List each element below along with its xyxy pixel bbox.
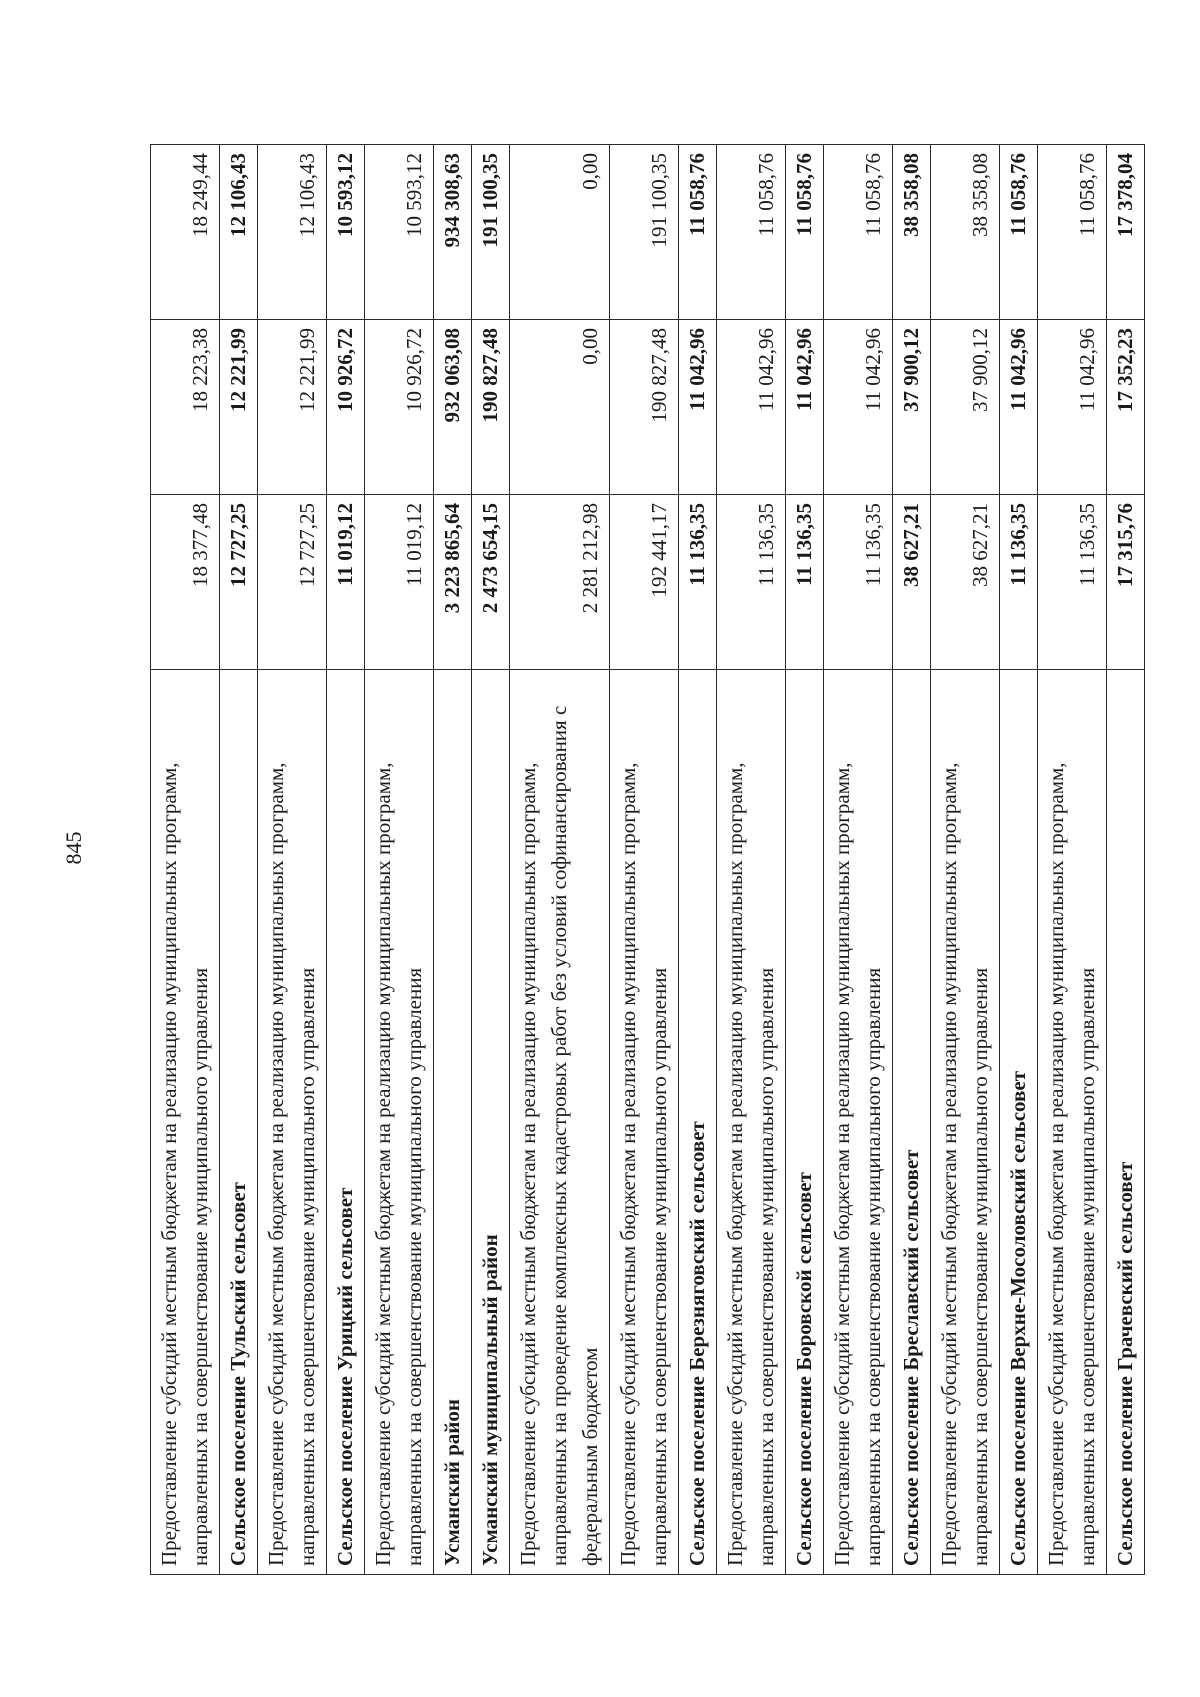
value-col3-cell: 17 378,04 [1107,145,1145,320]
value-col2-cell: 11 042,96 [717,320,786,495]
value-col1-cell: 17 315,76 [1107,495,1145,670]
row-name-cell: Сельское поселение Бреславский сельсовет [893,670,931,1575]
row-name-cell: Усманский муниципальный район [472,670,510,1575]
value-col1-cell: 3 223 865,64 [434,495,472,670]
row-name-cell: Предоставление субсидий местным бюджетам на реализацию муниципальных программ, направленных на совершенствование муниципального управления [717,670,786,1575]
table-row [717,145,786,1575]
value-col2-cell: 932 063,08 [434,320,472,495]
row-name-cell: Сельское поселение Боровской сельсовет [786,670,824,1575]
value-col2-cell: 10 926,72 [365,320,434,495]
value-col3-cell: 18 249,44 [151,145,220,320]
table-row [510,145,610,1575]
section-row [1000,145,1038,1575]
section-row [1107,145,1145,1575]
table-row [610,145,679,1575]
row-name-cell: Предоставление субсидий местным бюджетам на реализацию муниципальных программ, направленных на совершенствование муниципального управления [610,670,679,1575]
table-row [365,145,434,1575]
value-col2-cell: 11 042,96 [824,320,893,495]
value-col3-cell: 11 058,76 [1038,145,1107,320]
table-row [258,145,327,1575]
section-row [434,145,472,1575]
value-col1-cell: 11 136,35 [1000,495,1038,670]
value-col3-cell: 10 593,12 [365,145,434,320]
value-col3-cell: 11 058,76 [717,145,786,320]
value-col1-cell: 11 136,35 [1038,495,1107,670]
table-row [931,145,1000,1575]
row-name-cell: Предоставление субсидий местным бюджетам на реализацию муниципальных программ, направленных на совершенствование муниципального управления [365,670,434,1575]
section-row [786,145,824,1575]
value-col3-cell: 11 058,76 [786,145,824,320]
value-col1-cell: 2 473 654,15 [472,495,510,670]
section-row [893,145,931,1575]
value-col2-cell: 11 042,96 [679,320,717,495]
value-col1-cell: 11 019,12 [365,495,434,670]
row-name-cell: Сельское поселение Урицкий сельсовет [327,670,365,1575]
value-col1-cell: 38 627,21 [893,495,931,670]
value-col1-cell: 12 727,25 [220,495,258,670]
value-col1-cell: 11 136,35 [717,495,786,670]
row-name-cell: Предоставление субсидий местным бюджетам на реализацию муниципальных программ, направленных на совершенствование муниципального управления [151,670,220,1575]
row-name-cell: Усманский район [434,670,472,1575]
row-name-cell: Сельское поселение Верхне-Мосоловский сельсовет [1000,670,1038,1575]
page-number: 845 [61,831,86,865]
row-name-cell: Сельское поселение Грачевский сельсовет [1107,670,1145,1575]
value-col1-cell: 2 281 212,98 [510,495,610,670]
value-col1-cell: 11 136,35 [679,495,717,670]
section-row [327,145,365,1575]
value-col2-cell: 11 042,96 [1000,320,1038,495]
value-col2-cell: 10 926,72 [327,320,365,495]
value-col2-cell: 190 827,48 [472,320,510,495]
row-name-cell: Предоставление субсидий местным бюджетам на реализацию муниципальных программ, направленных на совершенствование муниципального управления [1038,670,1107,1575]
table-row [824,145,893,1575]
value-col2-cell: 12 221,99 [220,320,258,495]
value-col3-cell: 11 058,76 [824,145,893,320]
budget-table-body [151,145,1145,1575]
section-row [472,145,510,1575]
budget-table [150,144,1145,1575]
value-col2-cell: 18 223,38 [151,320,220,495]
value-col3-cell: 191 100,35 [610,145,679,320]
row-name-cell: Предоставление субсидий местным бюджетам на реализацию муниципальных программ, направленных на проведение комплексных кадастровых работ без условий софинансирования с федеральным бюджетом [510,670,610,1575]
value-col2-cell: 12 221,99 [258,320,327,495]
value-col1-cell: 11 136,35 [786,495,824,670]
value-col1-cell: 11 136,35 [824,495,893,670]
value-col3-cell: 38 358,08 [931,145,1000,320]
value-col1-cell: 18 377,48 [151,495,220,670]
value-col1-cell: 38 627,21 [931,495,1000,670]
value-col2-cell: 37 900,12 [893,320,931,495]
value-col3-cell: 191 100,35 [472,145,510,320]
row-name-cell: Сельское поселение Березняговский сельсовет [679,670,717,1575]
value-col3-cell: 38 358,08 [893,145,931,320]
value-col3-cell: 12 106,43 [220,145,258,320]
value-col1-cell: 192 441,17 [610,495,679,670]
value-col2-cell: 37 900,12 [931,320,1000,495]
value-col3-cell: 11 058,76 [1000,145,1038,320]
table-row [151,145,220,1575]
value-col3-cell: 12 106,43 [258,145,327,320]
row-name-cell: Предоставление субсидий местным бюджетам на реализацию муниципальных программ, направленных на совершенствование муниципального управления [931,670,1000,1575]
value-col2-cell: 190 827,48 [610,320,679,495]
section-row [679,145,717,1575]
row-name-cell: Предоставление субсидий местным бюджетам на реализацию муниципальных программ, направленных на совершенствование муниципального управления [258,670,327,1575]
table-row [1038,145,1107,1575]
value-col2-cell: 17 352,23 [1107,320,1145,495]
value-col1-cell: 11 019,12 [327,495,365,670]
row-name-cell: Сельское поселение Тульский сельсовет [220,670,258,1575]
value-col2-cell: 11 042,96 [1038,320,1107,495]
value-col3-cell: 10 593,12 [327,145,365,320]
section-row [220,145,258,1575]
value-col2-cell: 11 042,96 [786,320,824,495]
value-col3-cell: 934 308,63 [434,145,472,320]
value-col3-cell: 0,00 [510,145,610,320]
rotated-table-container [150,145,1137,1575]
value-col1-cell: 12 727,25 [258,495,327,670]
value-col2-cell: 0,00 [510,320,610,495]
row-name-cell: Предоставление субсидий местным бюджетам на реализацию муниципальных программ, направленных на совершенствование муниципального управления [824,670,893,1575]
value-col3-cell: 11 058,76 [679,145,717,320]
